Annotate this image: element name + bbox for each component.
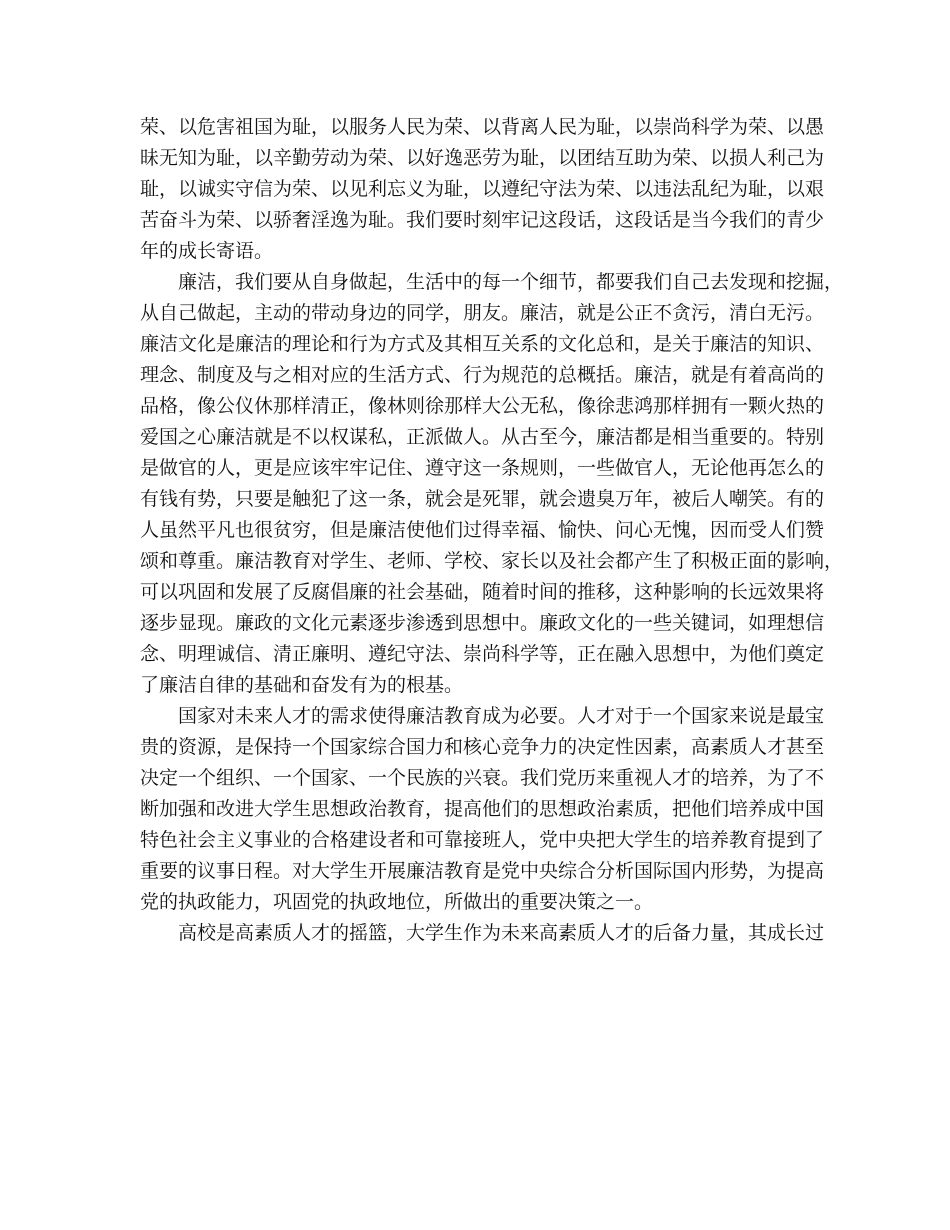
text-line: 有钱有势，只要是触犯了这一条，就会是死罪，就会遗臭万年，被后人嘲笑。有的 bbox=[140, 488, 825, 510]
text-line: 是做官的人，更是应该牢牢记住、遵守这一条规则，一些做官人，无论他再怎么的 bbox=[140, 457, 825, 479]
text-line: 重要的议事日程。对大学生开展廉洁教育是党中央综合分析国际国内形势，为提高 bbox=[140, 860, 825, 882]
text-line: 昧无知为耻，以辛勤劳动为荣、以好逸恶劳为耻，以团结互助为荣、以损人利己为 bbox=[140, 147, 825, 169]
paragraph bbox=[140, 267, 844, 701]
text-line: 年的成长寄语。 bbox=[140, 240, 274, 262]
text-line: 品格，像公仪休那样清正，像林则徐那样大公无私，像徐悲鸿那样拥有一颗火热的 bbox=[140, 395, 825, 417]
text-line: 人虽然平凡也很贫穷，但是廉洁使他们过得幸福、愉快、问心无愧，因而受人们赞 bbox=[140, 519, 825, 541]
text-line: 可以巩固和发展了反腐倡廉的社会基础，随着时间的推移，这种影响的长远效果将 bbox=[140, 581, 825, 603]
text-line: 荣、以危害祖国为耻，以服务人民为荣、以背离人民为耻，以崇尚科学为荣、以愚 bbox=[140, 116, 825, 138]
text-line: 高校是高素质人才的摇篮，大学生作为未来高素质人才的后备力量，其成长过 bbox=[178, 922, 825, 944]
text-line: 党的执政能力，巩固党的执政地位，所做出的重要决策之一。 bbox=[140, 891, 654, 913]
text-line: 廉洁文化是廉洁的理论和行为方式及其相互关系的文化总和，是关于廉洁的知识、 bbox=[140, 333, 825, 355]
text-line: 国家对未来人才的需求使得廉洁教育成为必要。人才对于一个国家来说是最宝 bbox=[178, 705, 825, 727]
text-line: 颂和尊重。廉洁教育对学生、老师、学校、家长以及社会都产生了积极正面的影响， bbox=[140, 550, 844, 572]
text-line: 苦奋斗为荣、以骄奢淫逸为耻。我们要时刻牢记这段话，这段话是当今我们的青少 bbox=[140, 209, 825, 231]
text-line: 耻，以诚实守信为荣、以见利忘义为耻，以遵纪守法为荣、以违法乱纪为耻，以艰 bbox=[140, 178, 825, 200]
text-line: 贵的资源，是保持一个国家综合国力和核心竞争力的决定性因素，高素质人才甚至 bbox=[140, 736, 825, 758]
text-line: 了廉洁自律的基础和奋发有为的根基。 bbox=[140, 674, 464, 696]
paragraph bbox=[140, 918, 825, 949]
text-line: 念、明理诚信、清正廉明、遵纪守法、崇尚科学等，正在融入思想中，为他们奠定 bbox=[140, 643, 825, 665]
paragraph bbox=[140, 112, 825, 267]
text-line: 理念、制度及与之相对应的生活方式、行为规范的总概括。廉洁，就是有着高尚的 bbox=[140, 364, 825, 386]
text-line: 廉洁，我们要从自身做起，生活中的每一个细节，都要我们自己去发现和挖掘， bbox=[178, 271, 844, 293]
text-line: 爱国之心廉洁就是不以权谋私，正派做人。从古至今，廉洁都是相当重要的。特别 bbox=[140, 426, 825, 448]
document-body bbox=[140, 112, 844, 949]
text-line: 逐步显现。廉政的文化元素逐步渗透到思想中。廉政文化的一些关键词，如理想信 bbox=[140, 612, 825, 634]
text-line: 从自己做起，主动的带动身边的同学，朋友。廉洁，就是公正不贪污，清白无污。 bbox=[140, 302, 825, 324]
text-line: 断加强和改进大学生思想政治教育，提高他们的思想政治素质，把他们培养成中国 bbox=[140, 798, 825, 820]
text-line: 特色社会主义事业的合格建设者和可靠接班人，党中央把大学生的培养教育提到了 bbox=[140, 829, 825, 851]
paragraph bbox=[140, 701, 825, 918]
text-line: 决定一个组织、一个国家、一个民族的兴衰。我们党历来重视人才的培养，为了不 bbox=[140, 767, 825, 789]
